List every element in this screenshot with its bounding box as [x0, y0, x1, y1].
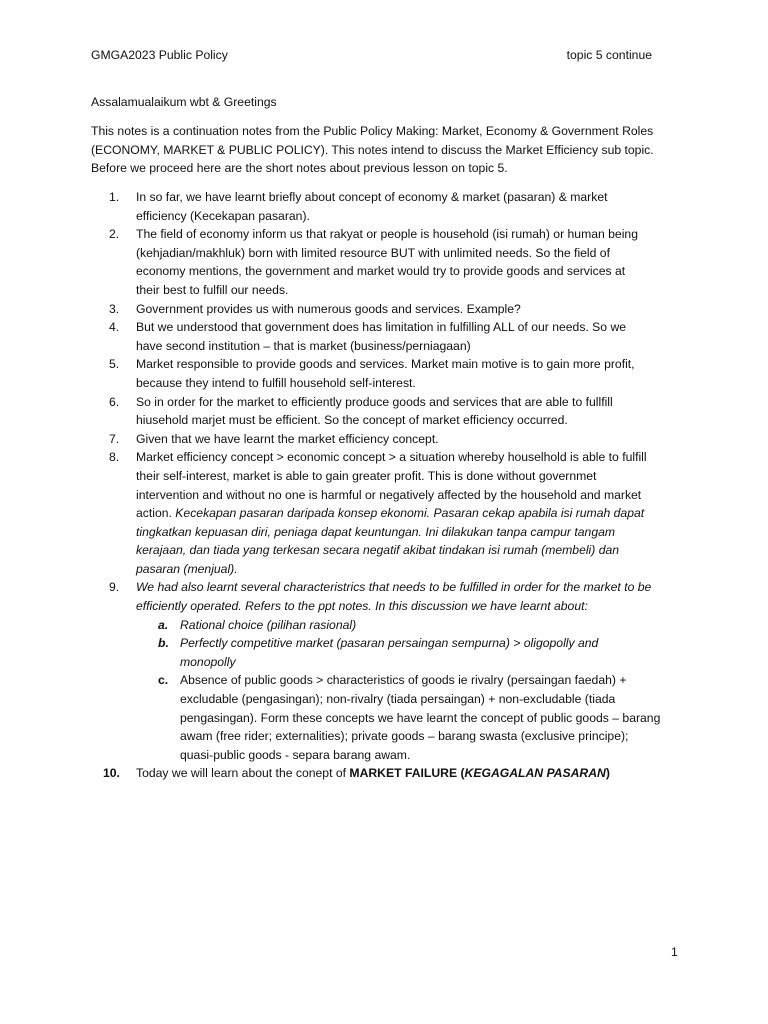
- sub-item-line: quasi-public goods - separa barang awam.: [180, 747, 411, 762]
- sub-list: [136, 616, 687, 765]
- notes-list: [91, 188, 687, 783]
- item-line: have second institution – that is market (business/perniagaan): [136, 338, 471, 353]
- sub-item-letter: b.: [158, 636, 169, 651]
- item-line: In so far, we have learnt briefly about concept of economy & market (pasaran) & market: [136, 190, 608, 204]
- list-item: [91, 393, 687, 430]
- sub-item: [136, 671, 687, 764]
- sub-item-line: pengasingan). Form these concepts we have learnt the concept of public goods – barang: [180, 710, 661, 725]
- sub-item-line: awam (free rider; externalities); private goods – barang swasta (exclusive principe);: [180, 729, 629, 744]
- page-header: [91, 46, 652, 66]
- item-line: Market responsible to provide goods and services. Market main motive is to gain more profit,: [136, 357, 635, 372]
- item-number: 8.: [109, 450, 120, 465]
- page-number: 1: [671, 945, 678, 959]
- item-line: hiusehold marjet must be efficient. So the concept of market efficiency occurred.: [136, 413, 568, 428]
- greeting: Assalamualaikum wbt & Greetings: [91, 95, 277, 109]
- italic-line: tingkatkan kepuasan diri, peniaga dapat keuntungan. Ini dilakukan tanpa campur tangam: [136, 524, 616, 539]
- italic-line: kerajaan, dan tiada yang terkesan secara negatif akibat tindakan isi rumah (membeli) dan: [136, 543, 620, 558]
- list-item: [91, 430, 687, 449]
- bold-text: MARKET FAILURE (: [349, 766, 465, 781]
- item-line: So in order for the market to efficiently produce goods and services that are able to fullfill: [136, 394, 613, 409]
- item-line: Given that we have learnt the market efficiency concept.: [136, 431, 439, 446]
- plain-text: action.: [136, 506, 176, 521]
- list-item: [91, 764, 687, 783]
- italic-line: efficiently operated. Refers to the ppt notes. In this discussion we have learnt about:: [136, 599, 588, 614]
- intro-line: Before we proceed here are the short notes about previous lesson on topic 5.: [91, 161, 508, 176]
- list-item: [91, 225, 687, 299]
- bold-italic-text: KEGAGALAN PASARAN: [464, 766, 606, 781]
- italic-line: pasaran (menjual).: [136, 561, 238, 576]
- list-item: [91, 300, 687, 319]
- sub-item-letter: a.: [158, 617, 169, 632]
- intro-paragraph: [91, 122, 691, 178]
- item-line: because they intend to fulfill household self-interest.: [136, 375, 416, 390]
- sub-item-line: monopolly: [180, 654, 236, 669]
- item-line: (kehjadian/makhluk) born with limited resource BUT with unlimited needs. So the field of: [136, 245, 610, 260]
- sub-item-line: Absence of public goods > characteristics of goods ie rivalry (persaingan faedah) +: [180, 673, 627, 688]
- sub-item-letter: c.: [158, 673, 169, 688]
- italic-line: We had also learnt several characteristrics that needs to be fulfilled in order for the market to be: [136, 580, 652, 595]
- topic-label: topic 5 continue: [566, 48, 652, 62]
- plain-text: Today we will learn about the conept of: [136, 766, 350, 781]
- item-number: 6.: [109, 394, 120, 409]
- item-number: 4.: [109, 320, 120, 335]
- item-line: Market efficiency concept > economic concept > a situation whereby houselhold is able to fulfill: [136, 450, 647, 465]
- item-number: 10.: [103, 766, 120, 781]
- item-number: 3.: [109, 301, 120, 316]
- course-code: GMGA2023 Public Policy: [91, 48, 228, 62]
- item-line: their self-interest, market is able to gain greater profit. This is done without governmet: [136, 468, 597, 483]
- item-number: 9.: [109, 580, 120, 595]
- bold-text: ): [605, 766, 610, 781]
- list-item: [91, 448, 687, 578]
- sub-item-line: Perfectly competitive market (pasaran persaingan sempurna) > oligopolly and: [180, 636, 599, 651]
- sub-item: [136, 634, 687, 671]
- list-item: [91, 578, 687, 764]
- item-number: 5.: [109, 357, 120, 372]
- item-line: [136, 504, 687, 523]
- item-line: intervention and without no one is harmful or negatively affected by the household and market: [136, 487, 642, 502]
- item-number: 7.: [109, 431, 120, 446]
- item-line: their best to fulfill our needs.: [136, 282, 289, 297]
- item-line: efficiency (Kecekapan pasaran).: [136, 208, 310, 223]
- item-line: [136, 764, 687, 783]
- list-item: [91, 355, 687, 392]
- sub-item-line: Rational choice (pilihan rasional): [180, 617, 357, 632]
- list-item: [91, 188, 687, 225]
- intro-line: (ECONOMY, MARKET & PUBLIC POLICY). This notes intend to discuss the Market Efficiency sub topic.: [91, 142, 654, 157]
- item-line: economy mentions, the government and market would try to provide goods and services at: [136, 264, 626, 279]
- italic-text: Kecekapan pasaran daripada konsep ekonomi. Pasaran cekap apabila isi rumah dapat: [175, 506, 645, 521]
- sub-item-line: excludable (pengasingan); non-rivalry (tiada persaingan) + non-excludable (tiada: [180, 692, 616, 707]
- item-line: Government provides us with numerous goods and services. Example?: [136, 301, 521, 316]
- item-line: But we understood that government does has limitation in fulfilling ALL of our needs. So we: [136, 320, 627, 335]
- intro-line: This notes is a continuation notes from the Public Policy Making: Market, Economy & Government Roles: [91, 124, 654, 138]
- item-number: 1.: [109, 190, 120, 204]
- sub-item: [136, 616, 687, 635]
- item-number: 2.: [109, 227, 120, 242]
- item-line: The field of economy inform us that rakyat or people is household (isi rumah) or human being: [136, 227, 638, 242]
- list-item: [91, 318, 687, 355]
